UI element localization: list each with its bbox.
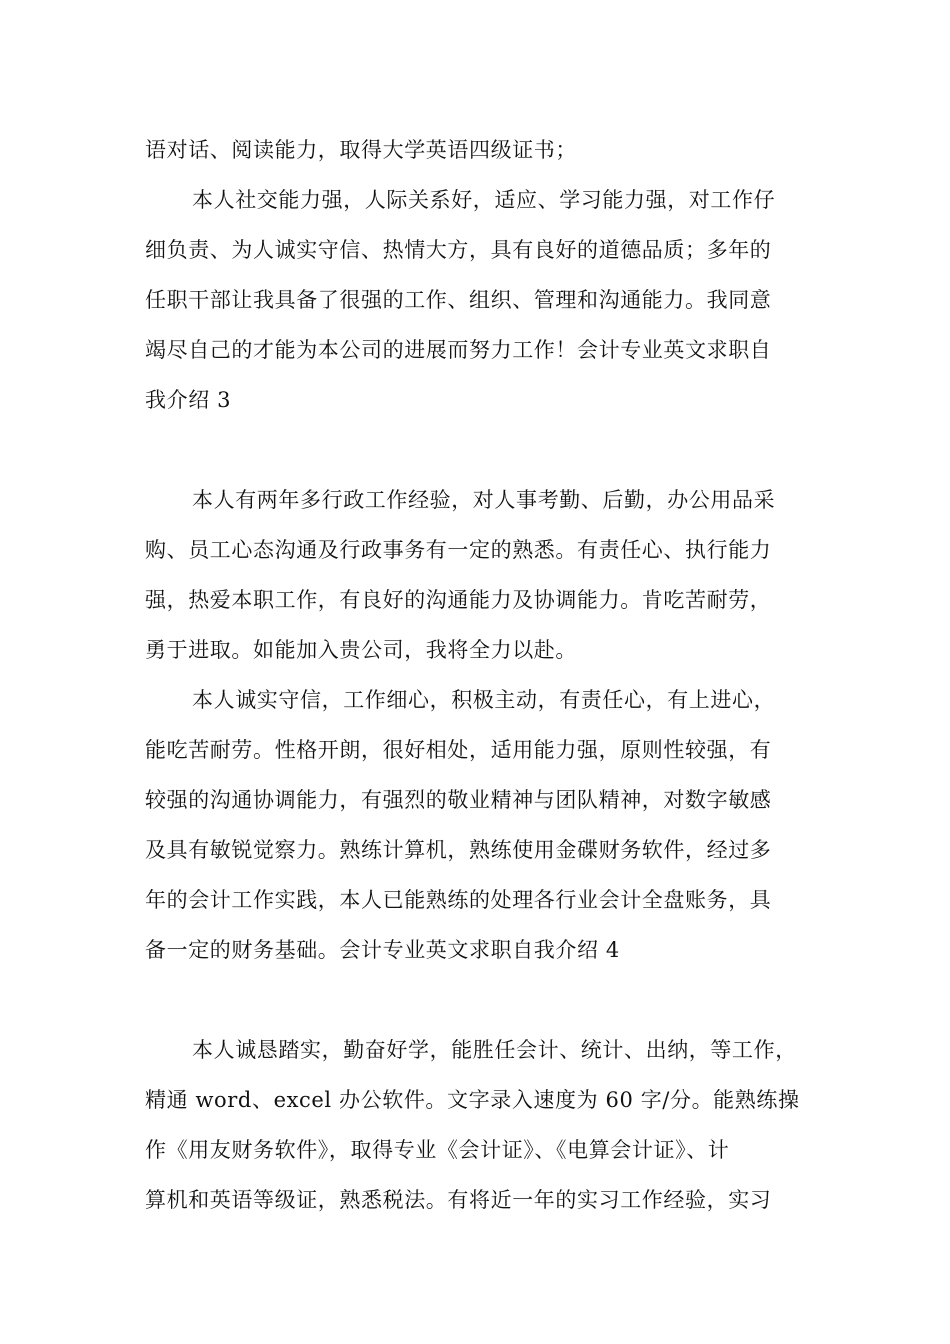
text-line: 强，热爱本职工作，有良好的沟通能力及协调能力。肯吃苦耐劳， <box>145 588 772 612</box>
text-line: 较强的沟通协调能力，有强烈的敬业精神与团队精神，对数字敏感 <box>145 788 772 812</box>
text-line: 勇于进取。如能加入贵公司，我将全力以赴。 <box>145 638 577 662</box>
text-line: 细负责、为人诚实守信、热情大方，具有良好的道德品质；多年的 <box>145 238 772 262</box>
section-heading-line: 我介绍 3 <box>145 388 232 412</box>
text-line: 任职干部让我具备了很强的工作、组织、管理和沟通能力。我同意 <box>145 288 772 312</box>
text-line: 年的会计工作实践，本人已能熟练的处理各行业会计全盘账务，具 <box>145 888 772 912</box>
paragraph-start: 本人诚实守信，工作细心，积极主动，有责任心，有上进心， <box>192 688 776 712</box>
paragraph-start: 本人社交能力强，人际关系好，适应、学习能力强，对工作仔 <box>192 188 776 212</box>
text-line: 能吃苦耐劳。性格开朗，很好相处，适用能力强，原则性较强，有 <box>145 738 772 762</box>
paragraph-start: 本人诚恳踏实，勤奋好学，能胜任会计、统计、出纳，等工作， <box>192 1038 797 1062</box>
text-line: 作《用友财务软件》，取得专业《会计证》、《电算会计证》、计 <box>145 1138 730 1162</box>
paragraph-start: 本人有两年多行政工作经验，对人事考勤、后勤，办公用品采 <box>192 488 776 512</box>
text-line: 精通 word、excel 办公软件。文字录入速度为 60 字/分。能熟练操 <box>145 1088 800 1112</box>
text-line: 购、员工心态沟通及行政事务有一定的熟悉。有责任心、执行能力 <box>145 538 772 562</box>
text-line: 及具有敏锐觉察力。熟练计算机，熟练使用金碟财务软件，经过多 <box>145 838 772 862</box>
section-heading-line: 备一定的财务基础。会计专业英文求职自我介绍 4 <box>145 938 620 962</box>
text-line: 算机和英语等级证，熟悉税法。有将近一年的实习工作经验，实习 <box>145 1188 772 1212</box>
text-line: 竭尽自己的才能为本公司的进展而努力工作！会计专业英文求职自 <box>145 338 772 362</box>
text-line: 语对话、阅读能力，取得大学英语四级证书； <box>145 138 577 162</box>
